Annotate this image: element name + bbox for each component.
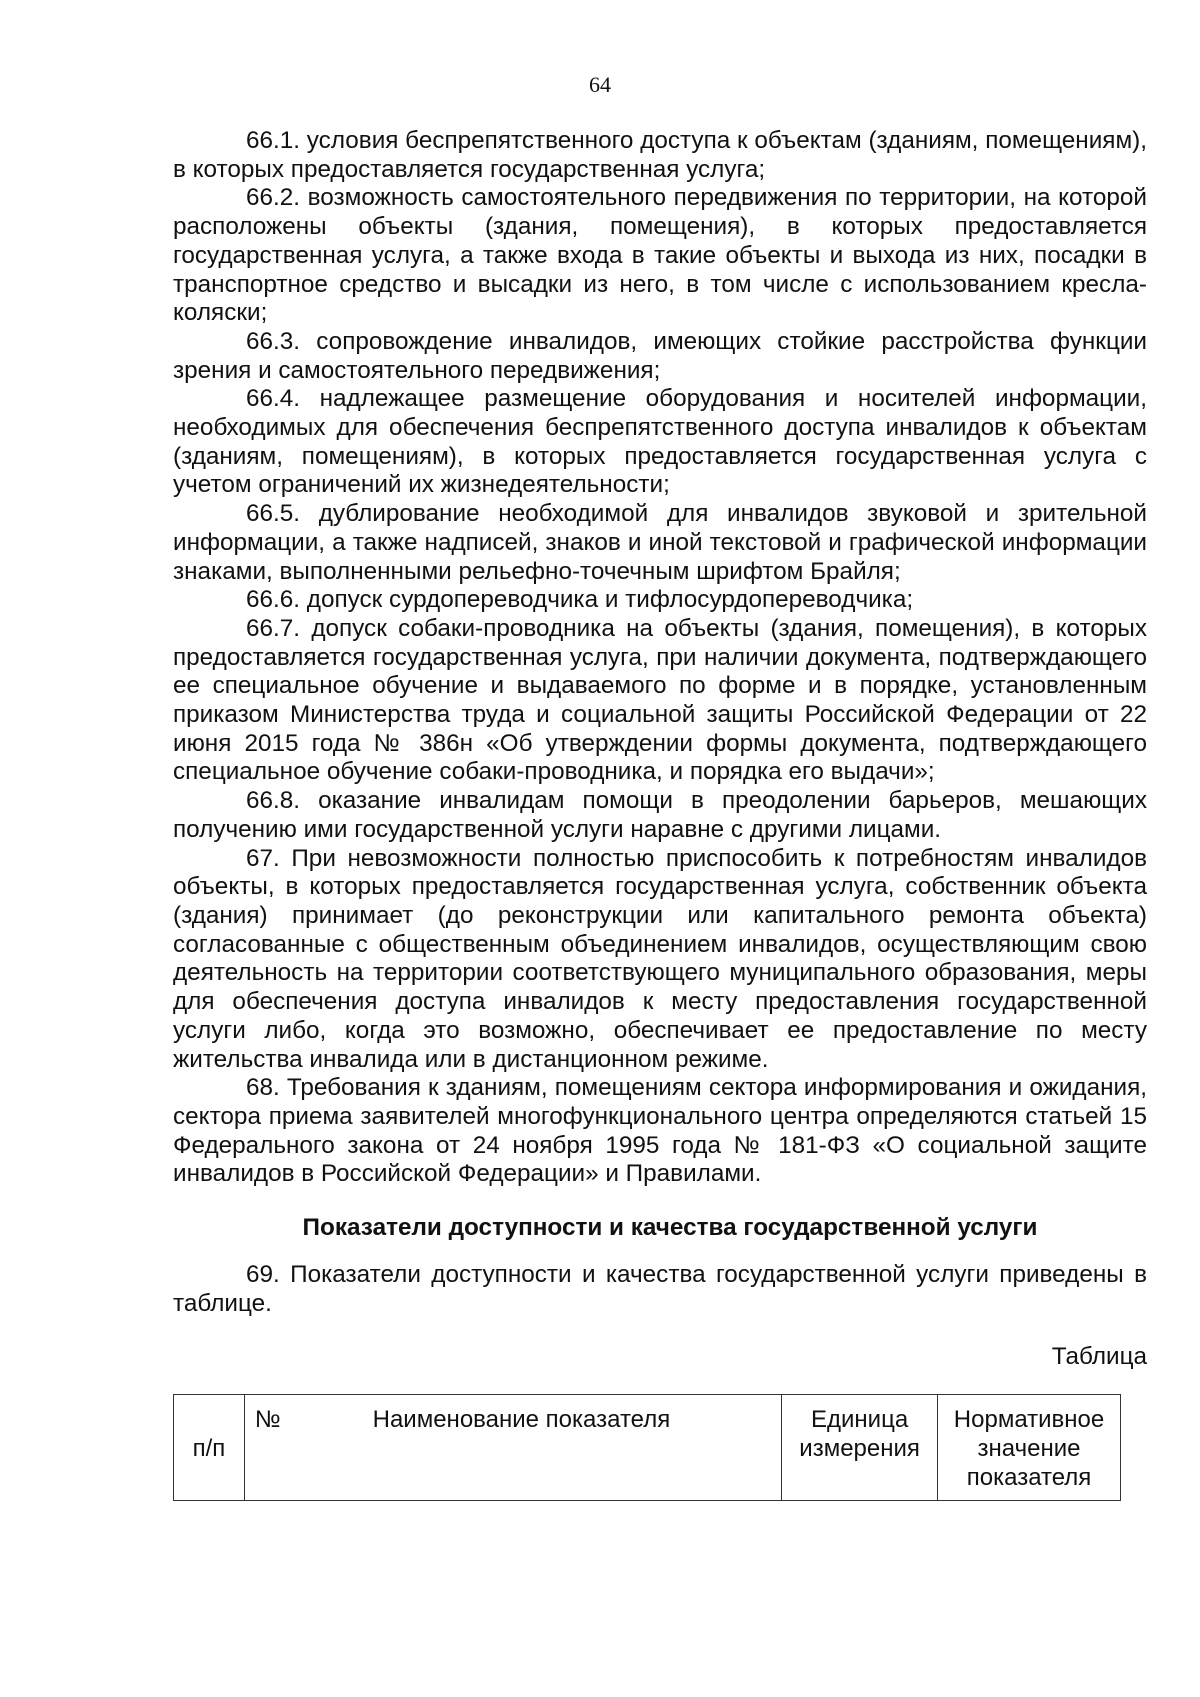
header-number-sign: № [254,1406,281,1434]
header-unit: Единица измерения [782,1395,938,1501]
paragraph-66-8: 66.8. оказание инвалидам помощи в преодолении барьеров, мешающих получению ими государственной услуги наравне с другими лицами. [173,787,1147,843]
section-heading: Показатели доступности и качества государственной услуги [302,1214,1038,1242]
header-name [244,1395,781,1501]
paragraph-66-7: 66.7. допуск собаки-проводника на объекты (здания, помещения), в которых предоставляется государственная услуга, при наличии документа, подтверждающего ее специальное обучение и выдаваемого по форме и в порядке, установленным приказом Министерства труда и социальной защиты Российской Федерации от 22 июня 2015 года № 386н «Об утверждении формы документа, подтверждающего специальное обучение собаки-проводника, и порядка его выдачи»; [173,614,1147,786]
paragraph-66-3: 66.3. сопровождение инвалидов, имеющих стойкие расстройства функции зрения и самостоятельного передвижения; [173,327,1147,384]
header-number-label: п/п [174,1395,245,1501]
paragraph-67: 67. При невозможности полностью приспособить к потребностям инвалидов объекты, в которых предоставляется государственная услуга, собственник объекта (здания) принимает (до реконструкции или капитального ремонта объекта) согласованные с общественным объединением инвалидов, осуществляющим свою деятельность на территории соответствующего муниципального образования, меры для обеспечения доступа инвалидов к месту предоставления государственной услуги либо, когда это возможно, обеспечивает ее предоставление по месту жительства инвалида или в дистанционном режиме. [173,844,1147,1073]
paragraph-68: 68. Требования к зданиям, помещениям сектора информирования и ожидания, сектора приема заявителей многофункционального центра определяются статьей 15 Федерального закона от 24 ноября 1995 года № 181-ФЗ «О социальной защите инвалидов в Российской Федерации» и Правилами. [173,1074,1147,1188]
document-body [173,127,1147,1501]
paragraph-66-4: 66.4. надлежащее размещение оборудования и носителей информации, необходимых для обеспечения беспрепятственного доступа инвалидов к объектам (зданиям, помещениям), в которых предоставляется государственная услуга с учетом ограничений их жизнедеятельности; [173,385,1147,499]
paragraph-66-1: 66.1. условия беспрепятственного доступа к объектам (зданиям, помещениям), в которых предоставляется государственная услуга; [173,127,1147,183]
header-name-label: Наименование показателя [372,1406,671,1434]
header-normative: Нормативное значение показателя [938,1395,1121,1501]
paragraph-66-6: 66.6. допуск сурдопереводчика и тифлосурдопереводчика; [246,586,914,614]
paragraph-66-2: 66.2. возможность самостоятельного передвижения по территории, на которой расположены объекты (здания, помещения), в которых предоставляется государственная услуга, а также входа в такие объекты и выхода из них, посадки в транспортное средство и высадки из него, в том числе с использованием кресла-коляски; [173,184,1147,327]
paragraph-69: 69. Показатели доступности и качества государственной услуги приведены в таблице. [173,1261,1147,1317]
table-caption: Таблица [1051,1343,1147,1371]
table-header-row [174,1395,1121,1501]
page-number: 64 [589,72,611,97]
paragraph-66-5: 66.5. дублирование необходимой для инвалидов звуковой и зрительной информации, а также надписей, знаков и иной текстовой и графической информации знаками, выполненными рельефно-точечным шрифтом Брайля; [173,500,1147,585]
indicators-table [173,1394,1121,1501]
